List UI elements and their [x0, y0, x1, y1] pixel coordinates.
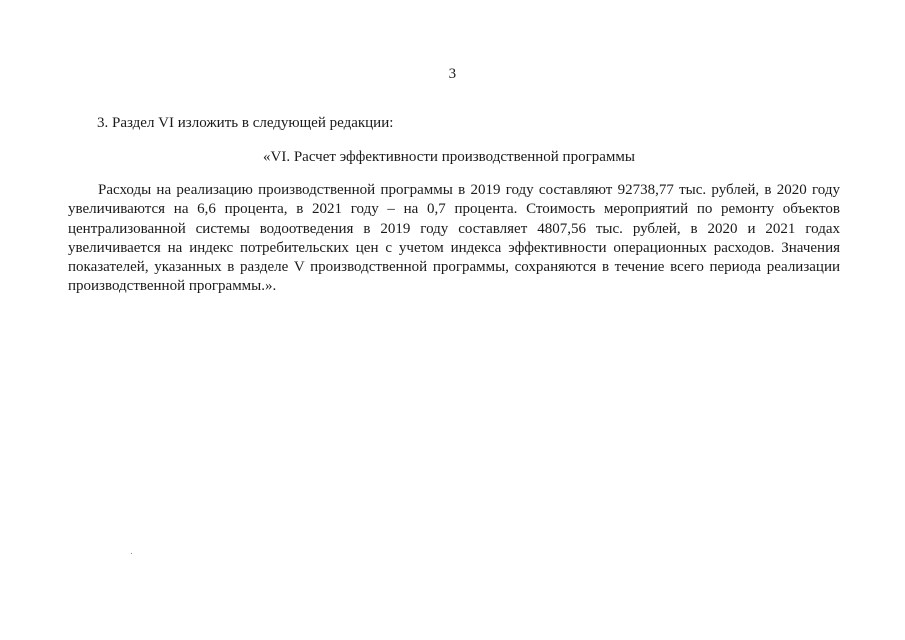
body-paragraph: Расходы на реализацию производственной программы в 2019 году составляют 92738,77 тыс. рублей, в 2020 году увеличиваются на 6,6 процента, в 2021 году – на 0,7 процента. Стоимость мероприятий по ремонту объектов централизованной системы водоотведения в 2019 году составляет 4807,56 тыс. рублей, в 2020 и 2021 годах увеличивается на индекс потребительских цен с учетом индекса эффективности операционных расходов. Значения показателей, указанных в разделе V производственной программы, сохраняются в течение всего периода реализации производственной программы.». — [68, 182, 840, 295]
scan-artifact — [131, 553, 132, 554]
section-heading: «VI. Расчет эффективности производственной программы — [263, 149, 635, 165]
page-number: 3 — [448, 66, 457, 82]
amendment-item: 3. Раздел VI изложить в следующей редакции: — [97, 115, 394, 131]
